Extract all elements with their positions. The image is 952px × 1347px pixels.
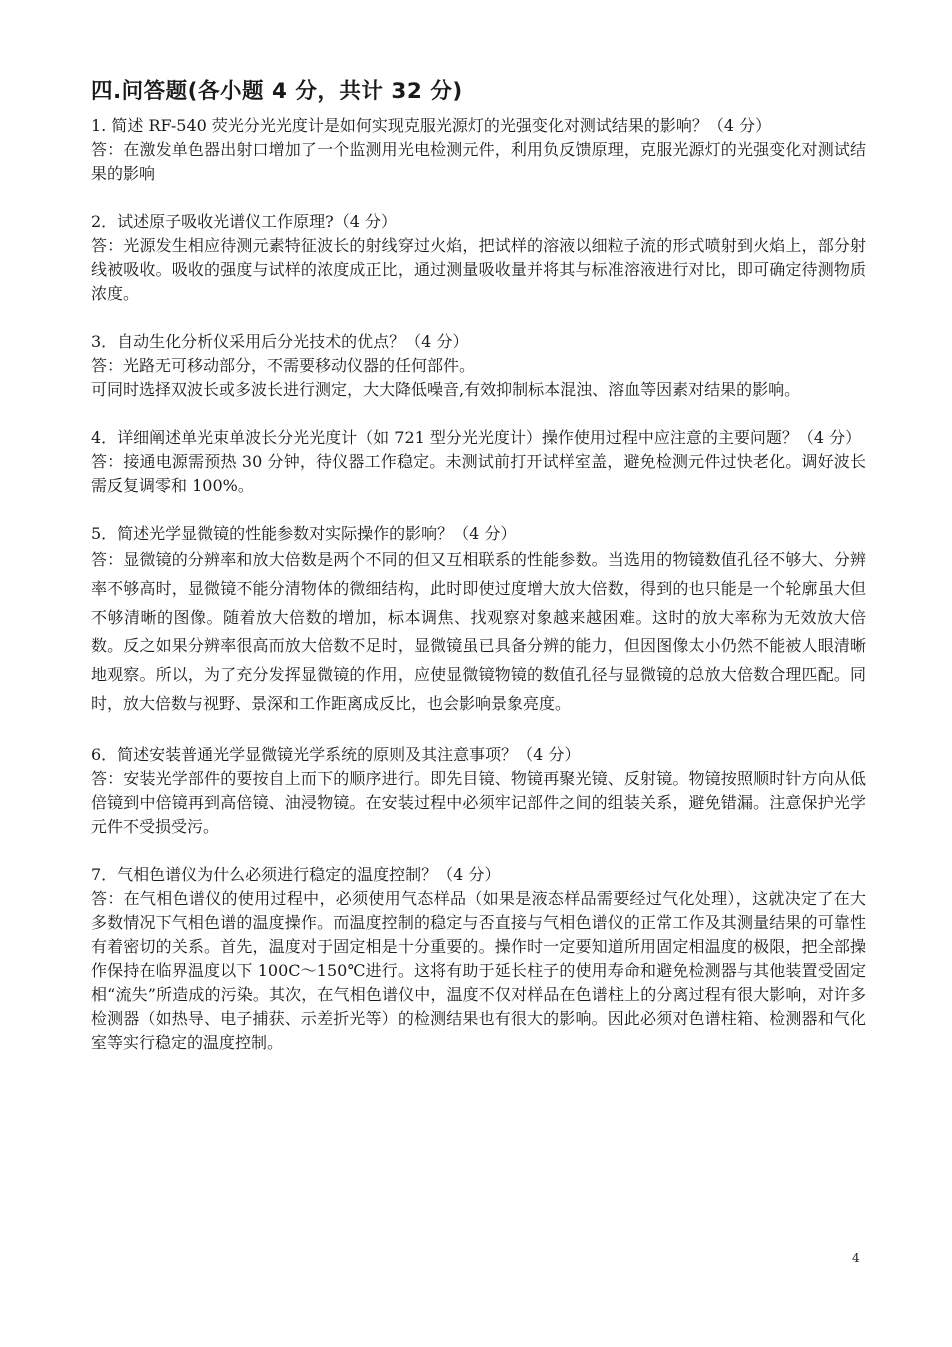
question-block-5 [91,522,866,719]
answer-text [91,138,866,186]
answer-text [91,767,866,839]
question-text: 2．试述原子吸收光谱仪工作原理?（4 分） [91,212,398,231]
answer-paragraph: 答：光源发生相应待测元素特征波长的射线穿过火焰，把试样的溶液以细粒子流的形式喷射到火焰上，部分射线被吸收。吸收的强度与试样的浓度成正比，通过测量吸收量并将其与标准溶液进行对比，即可确定待测物质浓度。 [91,236,866,303]
answer-paragraph: 可同时选择双波长或多波长进行测定，大大降低噪音,有效抑制标本混浊、溶血等因素对结果的影响。 [91,380,801,399]
answer-paragraph: 答：接通电源需预热 30 分钟，待仪器工作稳定。未测试前打开试样室盖，避免检测元件过快老化。调好波长需反复调零和 100%。 [91,452,866,495]
question-block-3 [91,330,866,402]
answer-paragraph: 答：光路无可移动部分，不需要移动仪器的任何部件。 [91,356,476,375]
question-text: 5．简述光学显微镜的性能参数对实际操作的影响？（4 分） [91,524,517,543]
question-text: 3．自动生化分析仪采用后分光技术的优点？（4 分） [91,332,469,351]
question-block-6 [91,743,866,839]
section-heading: 四.问答题(各小题 4 分，共计 32 分) [91,79,463,104]
answer-text [91,354,866,402]
answer-text [91,234,866,306]
answer-paragraph: 答：显微镜的分辨率和放大倍数是两个不同的但又互相联系的性能参数。当选用的物镜数值孔径不够大、分辨率不够高时，显微镜不能分清物体的微细结构，此时即使过度增大放大倍数，得到的也只能是一个轮廓虽大但不够清晰的图像。随着放大倍数的增加，标本调焦、找观察对象越来越困难。这时的放大率称为无效放大倍数。反之如果分辨率很高而放大倍数不足时，显微镜虽已具备分辨的能力，但因图像太小仍然不能被人眼清晰地观察。所以，为了充分发挥显微镜的作用，应使显微镜物镜的数值孔径与显微镜的总放大倍数合理匹配。同时，放大倍数与视野、景深和工作距离成反比，也会影响景象亮度。 [91,550,866,713]
answer-text [91,887,866,1055]
answer-text [91,450,866,498]
question-block-4 [91,426,866,498]
page-content [91,76,866,1055]
question-text: 4．详细阐述单光束单波长分光光度计（如 721 型分光光度计）操作使用过程中应注意的主要问题？（4 分） [91,428,862,447]
answer-paragraph: 答：安装光学部件的要按自上而下的顺序进行。即先目镜、物镜再聚光镜、反射镜。物镜按照顺时针方向从低倍镜到中倍镜再到高倍镜、油浸物镜。在安装过程中必须牢记部件之间的组装关系，避免错漏。注意保护光学元件不受损受污。 [91,768,866,836]
page-number: 4 [852,1251,860,1265]
question-text: 6．简述安装普通光学显微镜光学系统的原则及其注意事项？（4 分） [91,744,581,764]
answer-paragraph: 答：在激发单色器出射口增加了一个监测用光电检测元件，利用负反馈原理，克服光源灯的光强变化对测试结果的影响 [91,140,866,183]
question-block-1 [91,114,866,186]
question-text: 7．气相色谱仪为什么必须进行稳定的温度控制？（4 分） [91,864,501,884]
question-block-7 [91,863,866,1055]
question-text: 1. 简述 RF-540 荧光分光光度计是如何实现克服光源灯的光强变化对测试结果的影响？（4 分） [91,116,772,135]
answer-paragraph: 答：在气相色谱仪的使用过程中，必须使用气态样品（如果是液态样品需要经过气化处理），这就决定了在大多数情况下气相色谱的温度操作。而温度控制的稳定与否直接与气相色谱仪的正常工作及其测量结果的可靠性有着密切的关系。首先，温度对于固定相是十分重要的。操作时一定要知道所用固定相温度的极限，把全部操作保持在临界温度以下 100C～150℃进行。这将有助于延长柱子的使用寿命和避免检测器与其他装置受固定相“流失”所造成的污染。其次，在气相色谱仪中，温度不仅对样品在色谱柱上的分离过程有很大影响，对许多检测器（如热导、电子捕获、示差折光等）的检测结果也有很大的影响。因此必须对色谱柱箱、检测器和气化室等实行稳定的温度控制。 [91,888,866,1052]
question-block-2 [91,210,866,306]
answer-text [91,546,866,719]
